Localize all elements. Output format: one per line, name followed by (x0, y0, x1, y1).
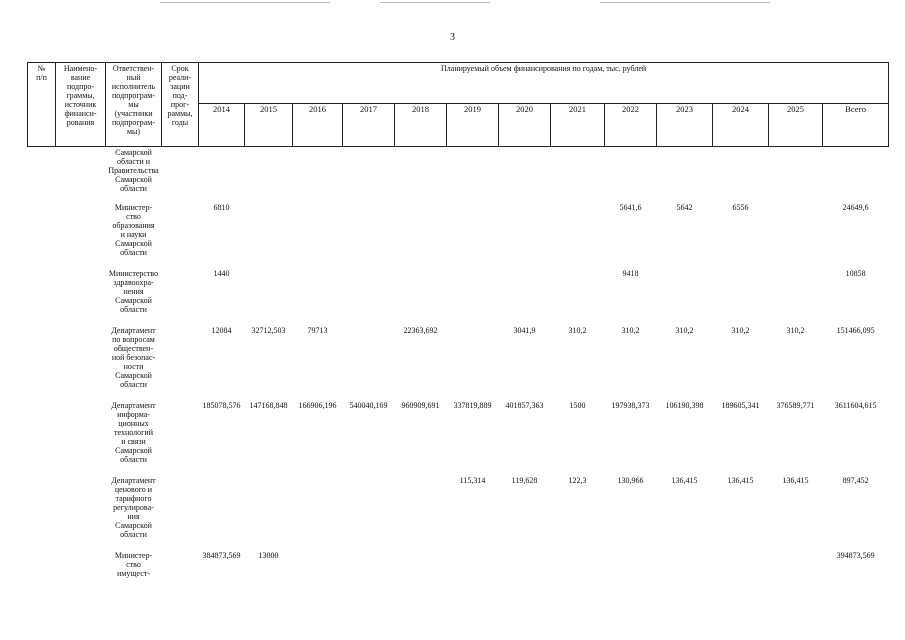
cell-year-value: 1500 (569, 401, 586, 410)
table-row (28, 475, 889, 540)
cell-year-value: 376589,771 (776, 401, 815, 410)
cell-total: 10858 (845, 269, 866, 278)
cell-year-value (769, 147, 823, 195)
cell-year-value (447, 202, 499, 258)
cell-year-value: 119,628 (511, 476, 538, 485)
cell-subprogram-name (56, 550, 106, 579)
cell-year-value: 32712,503 (251, 326, 286, 335)
row-spacer (28, 315, 889, 325)
cell-year-value (245, 475, 293, 540)
cell-year-value (293, 268, 343, 315)
cell-year-value: 540040,169 (349, 401, 388, 410)
cell-number (28, 325, 56, 390)
cell-year-value: 960909,691 (401, 401, 440, 410)
cell-year-value: 197938,373 (611, 401, 650, 410)
cell-subprogram-name (56, 325, 106, 390)
cell-subprogram-name (56, 147, 106, 195)
page-number: 3 (450, 32, 455, 43)
cell-year-value (713, 147, 769, 195)
cell-year-value: 310,2 (786, 326, 805, 335)
cell-term (162, 400, 199, 465)
cell-year-value: 147168,848 (249, 401, 288, 410)
cell-subprogram-name (56, 475, 106, 540)
cell-year-value: 1440 (213, 269, 230, 278)
cell-year-value (605, 147, 657, 195)
cell-year-value (245, 147, 293, 195)
spacer-cell (28, 540, 889, 550)
financing-table (27, 62, 889, 579)
cell-year-value: 130,966 (617, 476, 644, 485)
cell-year-value: 185078,576 (202, 401, 241, 410)
cell-year-value: 5641,6 (619, 203, 642, 212)
cell-total: 394873,569 (836, 551, 875, 560)
cell-year-value: 115,314 (459, 476, 486, 485)
cell-year-value: 6810 (213, 203, 230, 212)
cell-executor: Департамент ценового и тарифного регулирова- ния Самарской области (111, 476, 156, 539)
cell-year-value (499, 202, 551, 258)
cell-year-value (657, 550, 713, 579)
header-term: Срок реали- зации под- прог- раммы, годы (162, 63, 199, 147)
spacer-cell (28, 194, 889, 202)
cell-subprogram-name (56, 268, 106, 315)
cell-year-value (769, 268, 823, 315)
cell-year-value (395, 147, 447, 195)
cell-total: 151466,095 (836, 326, 875, 335)
cell-year-value (447, 550, 499, 579)
cell-total: 897,452 (842, 476, 869, 485)
header-year: 2018 (395, 104, 447, 147)
row-spacer (28, 258, 889, 268)
cell-executor: Департамент по вопросам обществен- ной безопас- ности Самарской области (111, 326, 156, 389)
spacer-cell (28, 465, 889, 475)
cell-executor: Департамент информа- ционных технологий и связи Самарской области (111, 401, 156, 464)
cell-year-value: 401857,363 (505, 401, 544, 410)
header-year: 2024 (713, 104, 769, 147)
cell-year-value: 13000 (258, 551, 279, 560)
row-spacer (28, 465, 889, 475)
cell-year-value: 310,2 (568, 326, 587, 335)
cell-year-value: 9418 (622, 269, 639, 278)
cell-executor: Министерство здравоохра- нения Самарской области (108, 269, 159, 314)
cell-year-value (199, 147, 245, 195)
cell-year-value (245, 202, 293, 258)
cell-year-value (293, 475, 343, 540)
scan-mark (160, 2, 330, 3)
row-spacer (28, 390, 889, 400)
cell-year-value (447, 268, 499, 315)
table-header (28, 63, 889, 147)
cell-year-value (713, 268, 769, 315)
cell-year-value: 5642 (676, 203, 693, 212)
cell-year-value: 310,2 (731, 326, 750, 335)
cell-year-value (395, 268, 447, 315)
table-row (28, 550, 889, 579)
cell-year-value (657, 147, 713, 195)
cell-term (162, 268, 199, 315)
cell-year-value (551, 202, 605, 258)
cell-subprogram-name (56, 400, 106, 465)
cell-year-value: 136,415 (782, 476, 809, 485)
cell-executor: Министер- ство образования и науки Самарской области (112, 203, 155, 257)
cell-year-value: 79713 (307, 326, 328, 335)
cell-term (162, 202, 199, 258)
header-year: 2016 (293, 104, 343, 147)
row-spacer (28, 194, 889, 202)
cell-year-value (343, 147, 395, 195)
header-year: 2021 (551, 104, 605, 147)
header-year: 2017 (343, 104, 395, 147)
cell-year-value (343, 268, 395, 315)
cell-year-value (551, 147, 605, 195)
cell-year-value (395, 550, 447, 579)
cell-year-value: 166906,196 (298, 401, 337, 410)
header-year: 2019 (447, 104, 499, 147)
table-row (28, 268, 889, 315)
table-body (28, 147, 889, 580)
header-number: № п/п (28, 63, 56, 147)
cell-executor: Самарской области и Правительства Самарской области (108, 148, 159, 193)
cell-term (162, 550, 199, 579)
cell-year-value (769, 202, 823, 258)
header-year: 2020 (499, 104, 551, 147)
header-executor: Ответствен- ный исполнитель подпрограм- мы (участники подпрограм- мы) (106, 63, 162, 147)
spacer-cell (28, 315, 889, 325)
scan-mark (380, 2, 490, 3)
cell-year-value (395, 202, 447, 258)
cell-year-value (499, 147, 551, 195)
cell-term (162, 475, 199, 540)
cell-year-value (551, 268, 605, 315)
scan-mark (600, 2, 770, 3)
spacer-cell (28, 258, 889, 268)
cell-year-value: 12084 (211, 326, 232, 335)
cell-year-value (245, 268, 293, 315)
cell-executor: Министер- ство имущест- (114, 551, 153, 578)
cell-year-value (657, 268, 713, 315)
cell-year-value: 189605,341 (721, 401, 760, 410)
header-year: 2022 (605, 104, 657, 147)
header-year: 2025 (769, 104, 823, 147)
cell-term (162, 325, 199, 390)
cell-year-value (343, 475, 395, 540)
cell-year-value (343, 550, 395, 579)
header-financing-span: Планируемый объем финансирования по годам, тыс. рублей (199, 63, 889, 104)
spacer-cell (28, 390, 889, 400)
row-spacer (28, 540, 889, 550)
cell-number (28, 400, 56, 465)
cell-year-value (447, 325, 499, 390)
cell-year-value (499, 268, 551, 315)
cell-year-value: 6556 (732, 203, 749, 212)
cell-number (28, 202, 56, 258)
cell-year-value: 384873,569 (202, 551, 241, 560)
cell-year-value: 337819,889 (453, 401, 492, 410)
cell-year-value (395, 475, 447, 540)
cell-total: 3611604,615 (834, 401, 877, 410)
cell-year-value: 122,3 (568, 476, 587, 485)
table-row (28, 325, 889, 390)
table-row (28, 202, 889, 258)
cell-year-value (343, 325, 395, 390)
cell-year-value: 136,415 (671, 476, 698, 485)
cell-number (28, 475, 56, 540)
cell-year-value (769, 550, 823, 579)
cell-year-value (199, 475, 245, 540)
cell-term (162, 147, 199, 195)
cell-total (823, 147, 889, 195)
table-row (28, 400, 889, 465)
header-year: 2015 (245, 104, 293, 147)
cell-number (28, 147, 56, 195)
cell-year-value (293, 550, 343, 579)
header-year: 2023 (657, 104, 713, 147)
cell-number (28, 268, 56, 315)
cell-year-value: 310,2 (675, 326, 694, 335)
top-scan-marks (0, 0, 905, 10)
cell-subprogram-name (56, 202, 106, 258)
cell-year-value: 136,415 (727, 476, 754, 485)
cell-year-value (551, 550, 605, 579)
cell-year-value: 106190,398 (665, 401, 704, 410)
cell-year-value (605, 550, 657, 579)
cell-year-value (343, 202, 395, 258)
table-row (28, 147, 889, 195)
header-total: Всего (823, 104, 889, 147)
header-year: 2014 (199, 104, 245, 147)
cell-year-value (293, 202, 343, 258)
cell-total: 24649,6 (842, 203, 869, 212)
cell-year-value (713, 550, 769, 579)
cell-year-value (293, 147, 343, 195)
cell-year-value (447, 147, 499, 195)
cell-number (28, 550, 56, 579)
cell-year-value: 310,2 (621, 326, 640, 335)
cell-year-value (499, 550, 551, 579)
cell-year-value: 3041,9 (513, 326, 536, 335)
header-subprogram-name: Наимено- вание подпро- граммы, источник финанси- рования (56, 63, 106, 147)
cell-year-value: 22363,692 (403, 326, 438, 335)
